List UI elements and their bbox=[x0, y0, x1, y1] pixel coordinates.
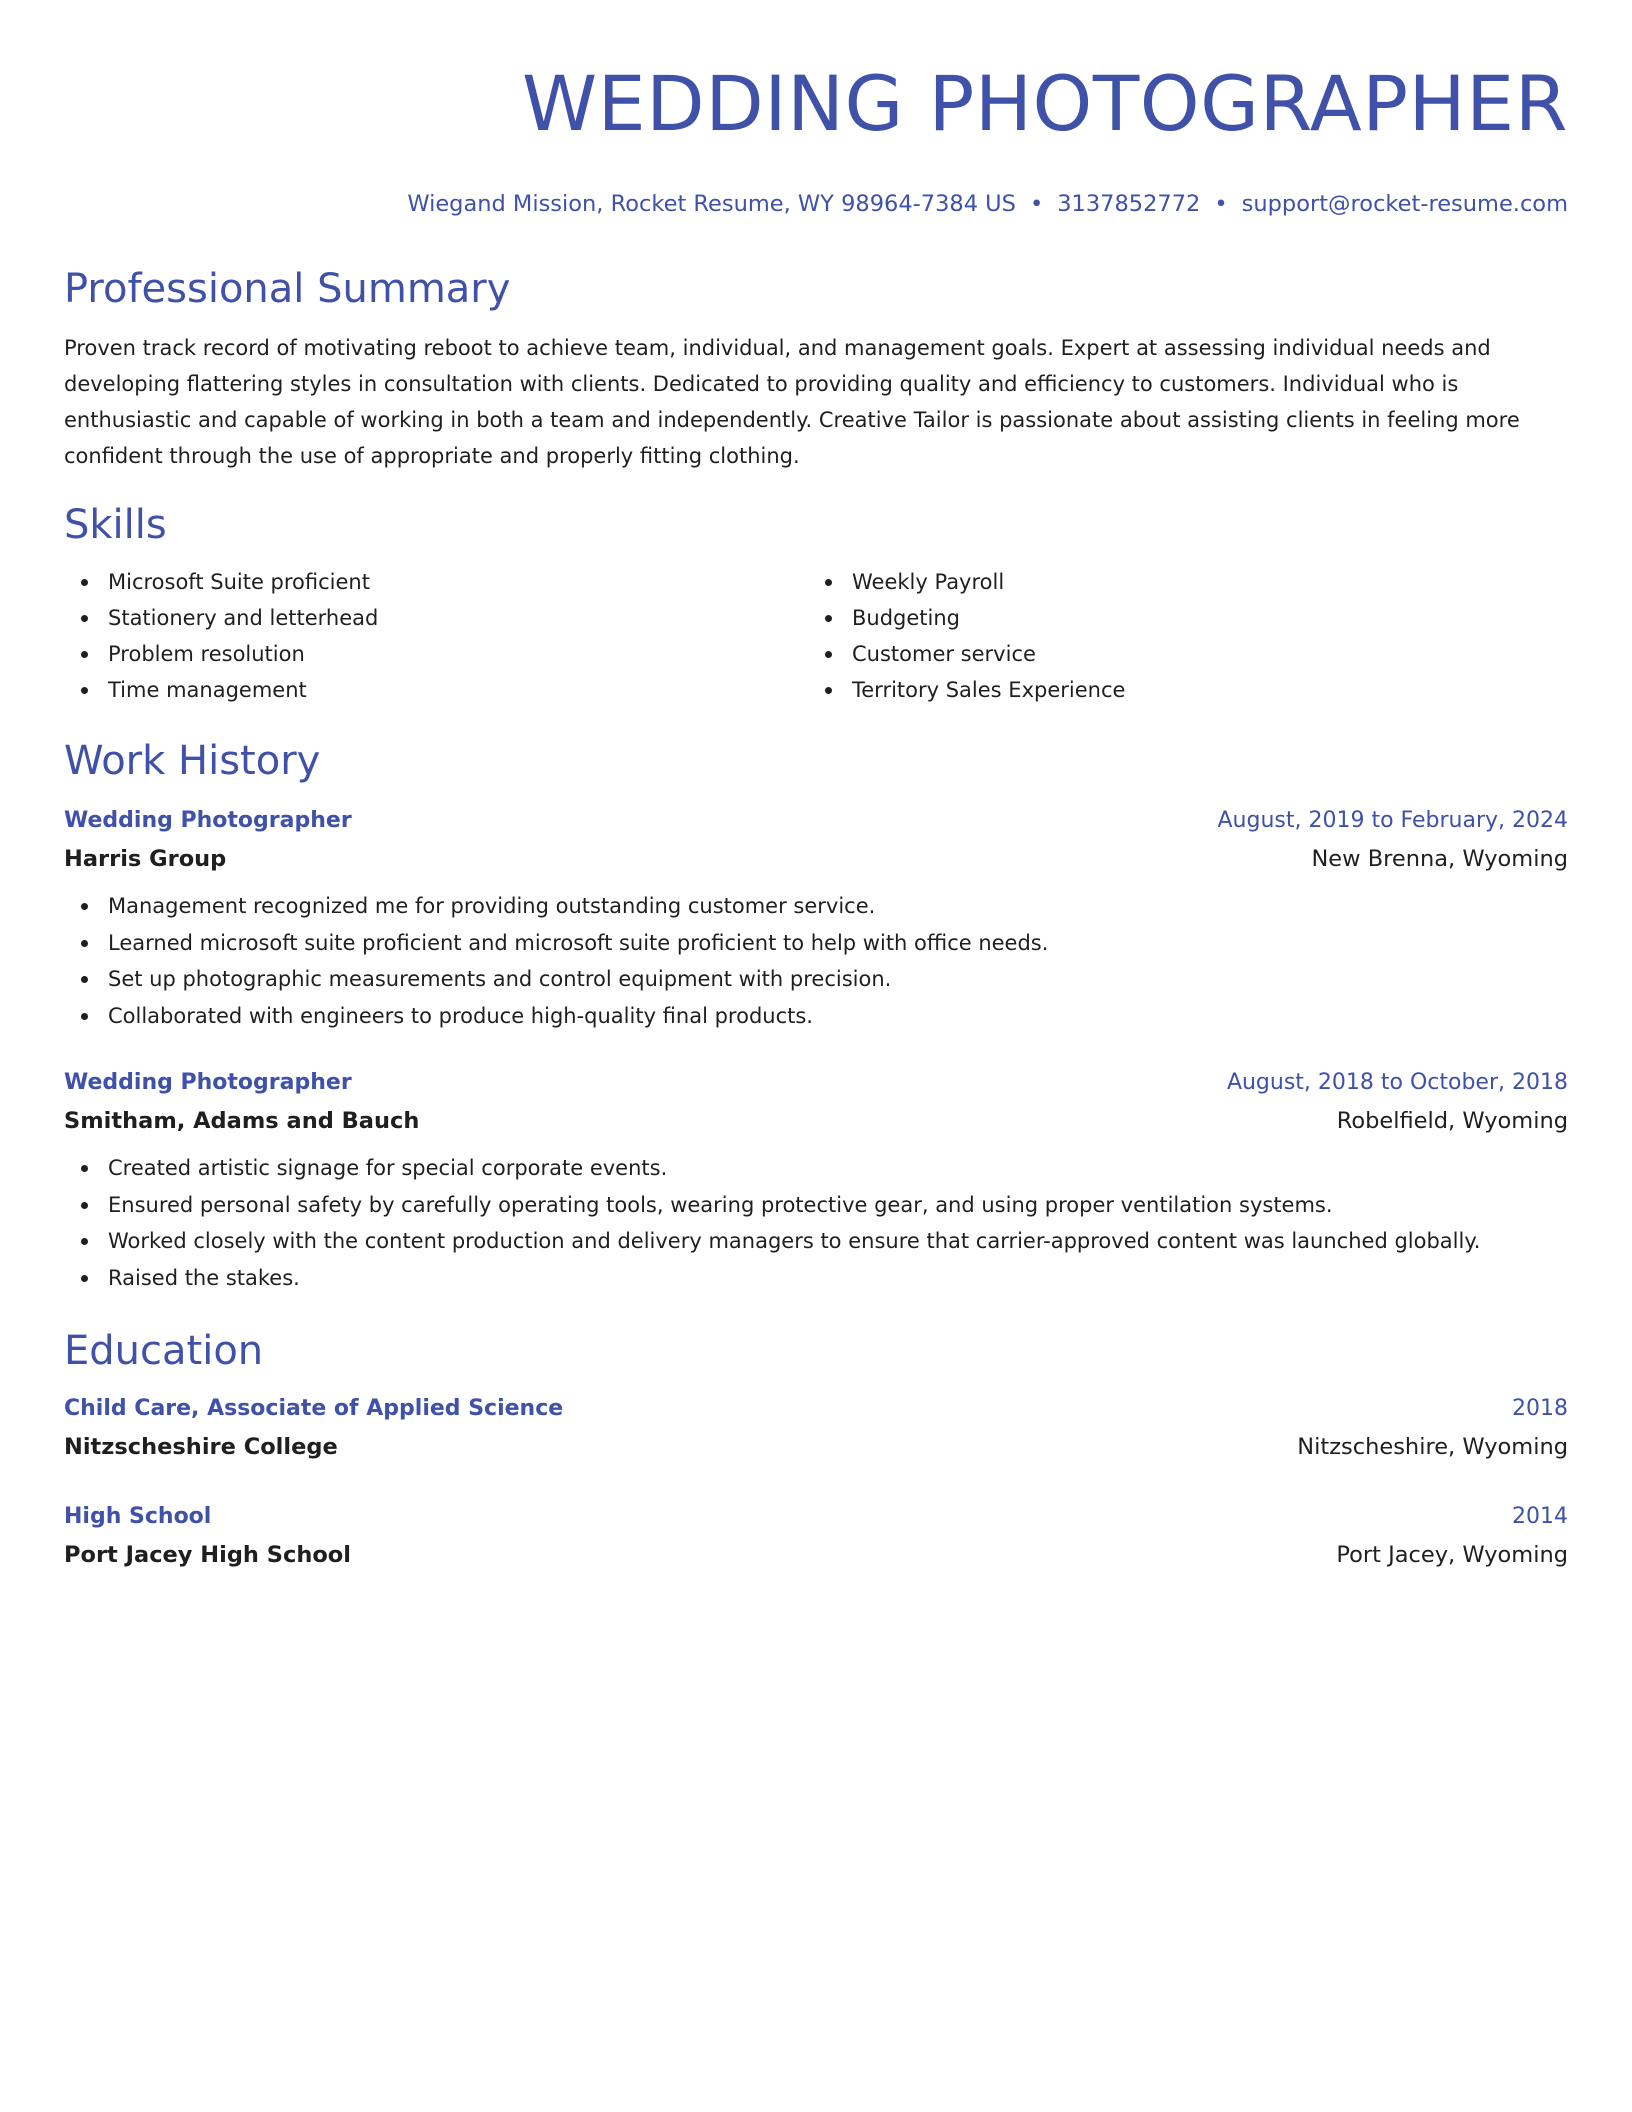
job-title: Wedding Photographer bbox=[64, 1070, 352, 1095]
job-bullet: Management recognized me for providing outstanding customer service. bbox=[108, 888, 1568, 925]
school-name: Nitzscheshire College bbox=[64, 1434, 338, 1460]
job-bullet: Created artistic signage for special corporate events. bbox=[108, 1150, 1568, 1187]
skills-column-left bbox=[64, 564, 848, 708]
job-dates: August, 2019 to February, 2024 bbox=[1217, 808, 1568, 833]
education-subheader bbox=[64, 1536, 1568, 1574]
skill-item: Customer service bbox=[852, 636, 1125, 672]
job-bullet: Worked closely with the content production and delivery managers to ensure that carrier-approved content was launched globally. bbox=[108, 1223, 1568, 1260]
education-section bbox=[64, 1326, 1568, 1574]
job-location: New Brenna, Wyoming bbox=[1311, 846, 1568, 872]
job-header bbox=[64, 1064, 1568, 1102]
contact-separator: • bbox=[1214, 191, 1228, 217]
section-title-summary: Professional Summary bbox=[64, 266, 511, 312]
skill-item: Time management bbox=[108, 672, 848, 708]
education-entry bbox=[64, 1498, 1568, 1574]
education-entry bbox=[64, 1390, 1568, 1466]
candidate-name: WEDDING PHOTOGRAPHER bbox=[522, 59, 1568, 148]
education-subheader bbox=[64, 1428, 1568, 1466]
skill-item: Microsoft Suite proficient bbox=[108, 564, 848, 600]
skills-list bbox=[64, 564, 1568, 708]
skill-item: Stationery and letterhead bbox=[108, 600, 848, 636]
graduation-year: 2014 bbox=[1512, 1504, 1568, 1529]
job-bullet: Collaborated with engineers to produce high-quality final products. bbox=[108, 998, 1568, 1035]
job-bullets bbox=[64, 888, 1568, 1034]
job-location: Robelfield, Wyoming bbox=[1336, 1108, 1568, 1134]
job-bullet: Ensured personal safety by carefully operating tools, wearing protective gear, and using proper ventilation systems. bbox=[108, 1187, 1568, 1224]
resume-header bbox=[64, 56, 1568, 220]
graduation-year: 2018 bbox=[1512, 1396, 1568, 1421]
job-title: Wedding Photographer bbox=[64, 808, 352, 833]
job-bullet: Learned microsoft suite proficient and microsoft suite proficient to help with office needs. bbox=[108, 925, 1568, 962]
skill-item: Territory Sales Experience bbox=[852, 672, 1125, 708]
work-history-section bbox=[64, 736, 1568, 1296]
job-company: Smitham, Adams and Bauch bbox=[64, 1108, 420, 1134]
section-title-work-history: Work History bbox=[64, 738, 321, 784]
degree-title: High School bbox=[64, 1504, 212, 1529]
education-header bbox=[64, 1390, 1568, 1428]
skills-section bbox=[64, 500, 1568, 708]
skill-item: Problem resolution bbox=[108, 636, 848, 672]
summary-section bbox=[64, 264, 1568, 474]
section-title-skills: Skills bbox=[64, 502, 167, 548]
job-header bbox=[64, 802, 1568, 840]
job-subheader bbox=[64, 1102, 1568, 1140]
school-name: Port Jacey High School bbox=[64, 1542, 351, 1568]
contact-line bbox=[64, 188, 1568, 220]
contact-phone: 3137852772 bbox=[1057, 191, 1201, 217]
degree-title: Child Care, Associate of Applied Science bbox=[64, 1396, 564, 1421]
job-bullet: Raised the stakes. bbox=[108, 1260, 1568, 1297]
job-bullet: Set up photographic measurements and control equipment with precision. bbox=[108, 961, 1568, 998]
skill-item: Weekly Payroll bbox=[852, 564, 1125, 600]
summary-text: Proven track record of motivating reboot to achieve team, individual, and management goals. Expert at assessing individual needs and developing flattering styles in consultation with clients. Dedicated to providing quality and efficiency to customers. Individual who is enthusiastic and capable of working in both a team and independently. Creative Tailor is passionate about assisting clients in feeling more confident through the use of appropriate and properly fitting clothing. bbox=[64, 336, 1520, 468]
contact-separator: • bbox=[1029, 191, 1044, 217]
section-title-education: Education bbox=[64, 1328, 264, 1374]
job-entry bbox=[64, 1064, 1568, 1296]
education-header bbox=[64, 1498, 1568, 1536]
job-company: Harris Group bbox=[64, 846, 227, 872]
school-location: Nitzscheshire, Wyoming bbox=[1297, 1434, 1568, 1460]
contact-email[interactable]: support@rocket-resume.com bbox=[1241, 191, 1568, 217]
job-bullets bbox=[64, 1150, 1568, 1296]
job-entry bbox=[64, 802, 1568, 1034]
contact-address: Wiegand Mission, Rocket Resume, WY 98964-7384 US bbox=[407, 191, 1016, 217]
skills-column-right bbox=[848, 564, 1125, 708]
skill-item: Budgeting bbox=[852, 600, 1125, 636]
job-dates: August, 2018 to October, 2018 bbox=[1226, 1070, 1568, 1095]
school-location: Port Jacey, Wyoming bbox=[1336, 1542, 1568, 1568]
job-subheader bbox=[64, 840, 1568, 878]
